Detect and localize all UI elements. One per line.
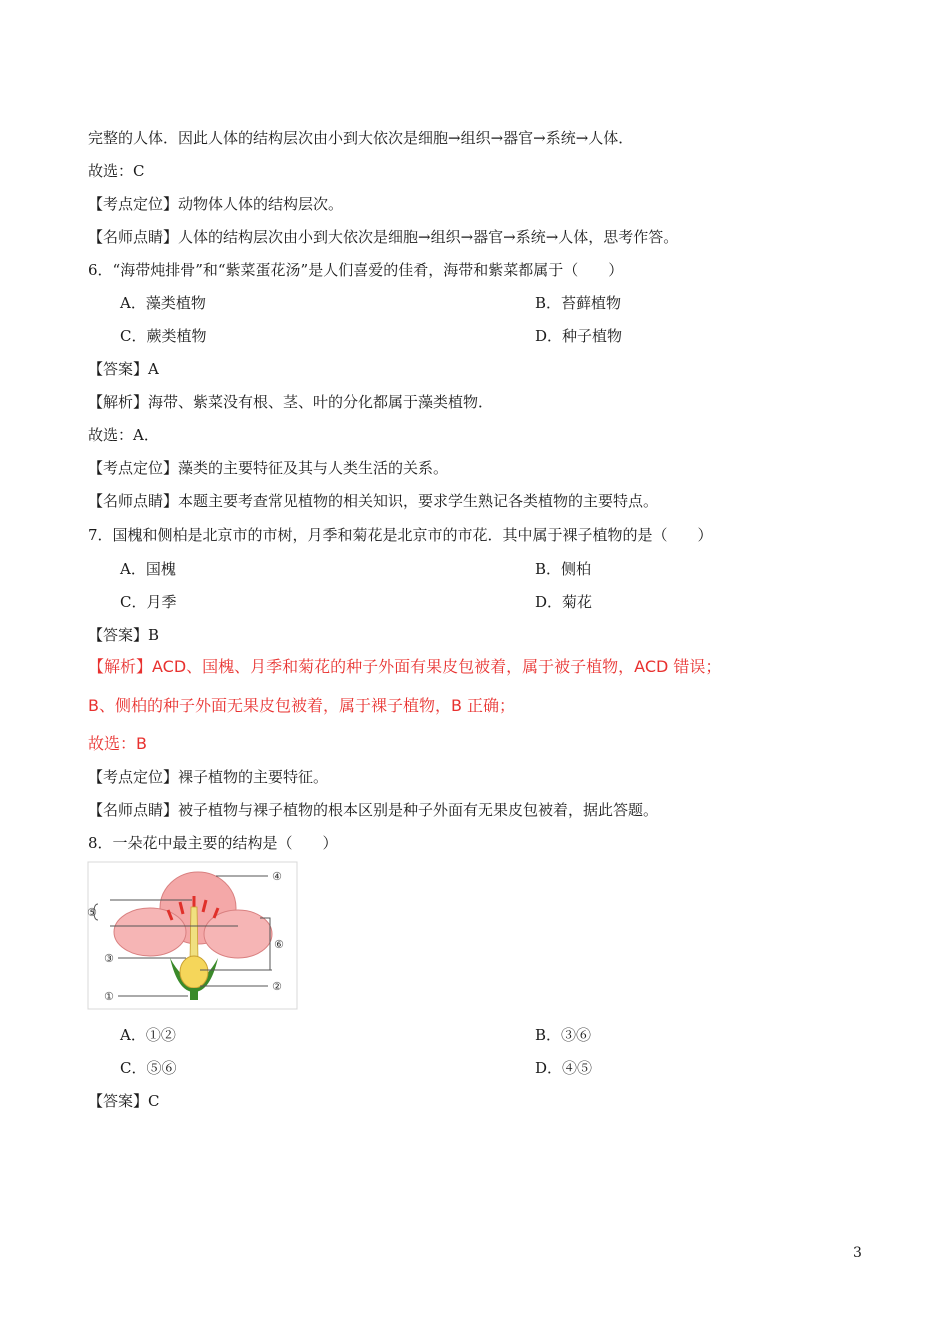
q8-option-b[interactable]: B．③⑥ [535,1026,592,1044]
text-line: 【名师点睛】被子植物与裸子植物的根本区别是种子外面有无果皮包被着，据此答题。 [88,801,659,819]
explanation-red: B、侧柏的种子外面无果皮包被着，属于裸子植物，B 正确； [88,696,516,715]
text-line: 完整的人体．因此人体的结构层次由小到大依次是细胞→组织→器官→系统→人体． [88,129,634,147]
flower-diagram [88,862,298,1010]
label-5: ⑤ [87,906,97,919]
text-line: 【名师点睛】本题主要考查常见植物的相关知识，要求学生熟记各类植物的主要特点。 [88,492,659,510]
q6-option-d[interactable]: D．种子植物 [535,327,623,345]
text-line: 【考点定位】藻类的主要特征及其与人类生活的关系。 [88,459,449,477]
q7-option-c[interactable]: C．月季 [120,593,177,611]
petal [114,908,186,956]
explanation-red: 故选：B [88,734,147,753]
style [190,907,198,960]
label-6: ⑥ [274,938,284,951]
text-line: 故选：A． [88,426,159,444]
page-number: 3 [853,1245,862,1261]
text-line: 【名师点睛】人体的结构层次由小到大依次是细胞→组织→器官→系统→人体，思考作答。 [88,228,679,246]
text-line: 【解析】海带、紫菜没有根、茎、叶的分化都属于藻类植物． [88,393,494,411]
label-2: ② [272,980,282,993]
text-line: 故选：C [88,162,145,180]
receptacle [190,988,198,1000]
text-line: 【考点定位】动物体人体的结构层次。 [88,195,344,213]
answer-7: 【答案】B [88,626,160,644]
q6-option-b[interactable]: B．苔藓植物 [535,294,622,312]
q8-option-a[interactable]: A．①② [120,1026,176,1044]
label-1: ① [104,990,114,1003]
q8-option-c[interactable]: C．⑤⑥ [120,1059,177,1077]
q6-option-c[interactable]: C．蕨类植物 [120,327,207,345]
flower-structure-figure [88,862,298,1010]
q6-option-a[interactable]: A．藻类植物 [120,294,206,312]
ovary [180,956,208,988]
question-8: 8．一朵花中最主要的结构是（ ） [88,834,338,852]
answer-8: 【答案】C [88,1092,160,1110]
question-7: 7．国槐和侧柏是北京市的市树，月季和菊花是北京市的市花．其中属于裸子植物的是（ ） [88,526,713,544]
q7-option-a[interactable]: A．国槐 [120,560,176,578]
q7-option-b[interactable]: B．侧柏 [535,560,592,578]
explanation-red: 【解析】ACD、国槐、月季和菊花的种子外面有果皮包被着，属于被子植物，ACD 错误； [88,657,722,676]
q7-option-d[interactable]: D．菊花 [535,593,593,611]
text-line: 【考点定位】裸子植物的主要特征。 [88,768,329,786]
q8-option-d[interactable]: D．④⑤ [535,1059,593,1077]
question-6: 6．“海带炖排骨”和“紫菜蛋花汤”是人们喜爱的佳肴，海带和紫菜都属于（ ） [88,261,624,279]
label-4: ④ [272,870,282,883]
label-3: ③ [104,952,114,965]
answer-6: 【答案】A [88,360,159,378]
